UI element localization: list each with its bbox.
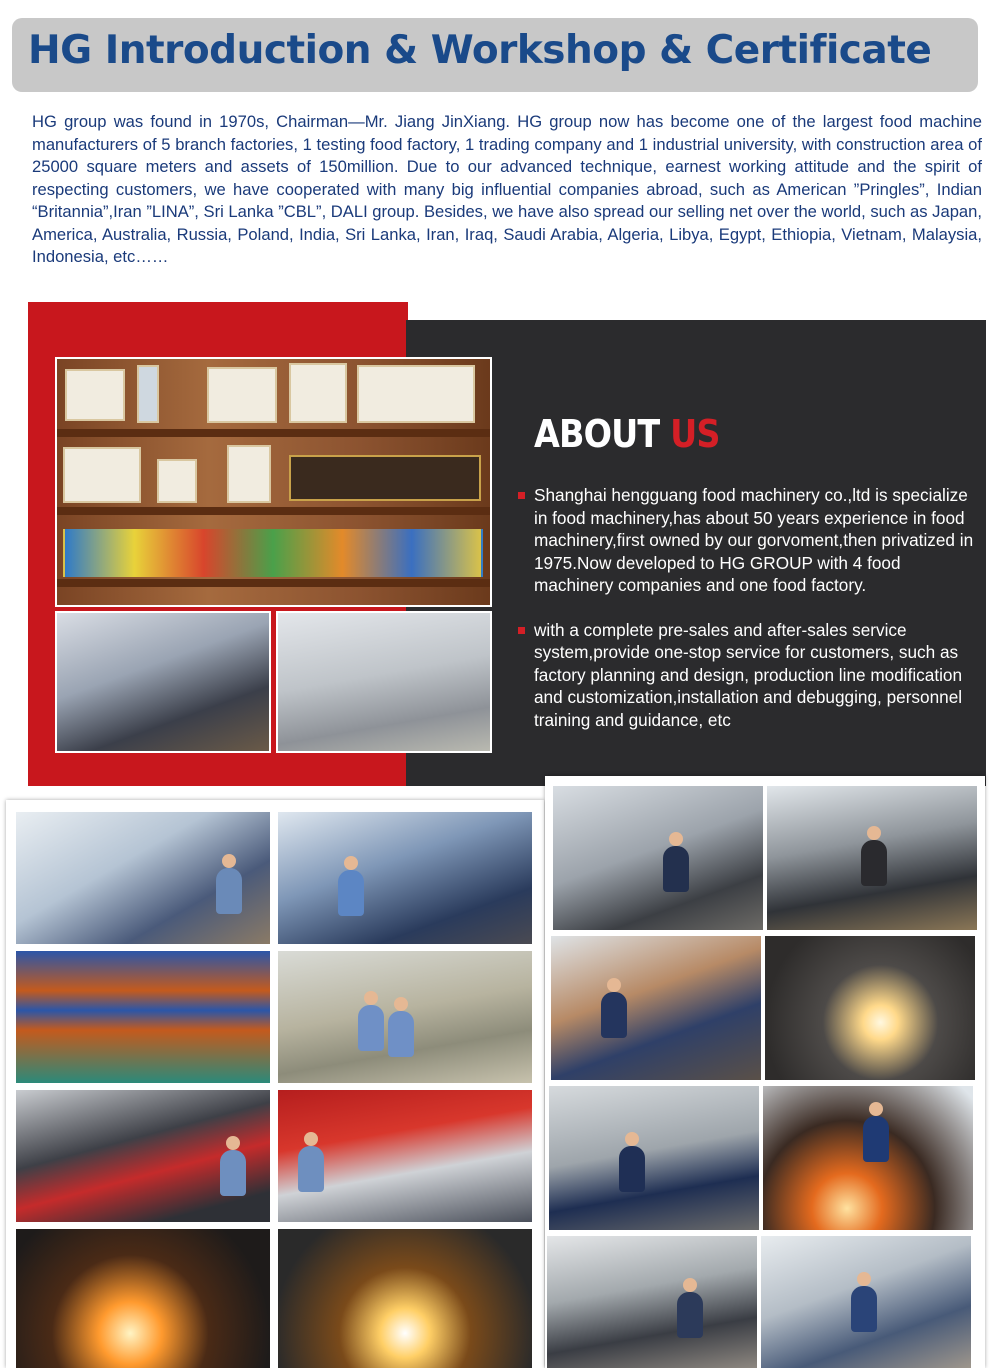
drilling-photo <box>549 1086 759 1230</box>
certificate-frame <box>157 459 197 503</box>
workshop-photo <box>547 1236 757 1368</box>
workshop-photo <box>553 786 763 930</box>
product-samples <box>63 529 483 577</box>
certificate-frame <box>63 447 141 503</box>
certificate-frame <box>357 365 475 423</box>
workshop-photo <box>16 812 270 944</box>
about-list <box>518 484 978 753</box>
trophy <box>137 365 159 423</box>
about-item: with a complete pre-sales and after-sales service system,provide one-stop service for customers, such as factory planning and design, production line modification and customization,installation and debugging, personnel training and guidance, etc <box>518 619 978 732</box>
certificate-frame <box>289 363 347 423</box>
grinding-photo <box>763 1086 973 1230</box>
about-title-red: US <box>670 412 720 456</box>
page-header <box>12 18 978 92</box>
certificate-frame <box>207 367 277 423</box>
about-title <box>534 412 720 456</box>
workshop-photo <box>278 812 532 944</box>
workshop-photo <box>16 951 270 1083</box>
workshop-grid-left <box>6 800 544 1368</box>
workshop-photo <box>16 1090 270 1222</box>
intro-paragraph: HG group was found in 1970s, Chairman—Mr. Jiang JinXiang. HG group now has become one of the largest food machine manufacturers of 5 branch factories, 1 testing food factory, 1 trading company and 1 industrial university, with construction area of 25000 square meters and assets of 150million. Due to our advanced technique, earnest working attitude and the spirit of respecting customers, we have cooperated with many big influential companies abroad, such as American ”Pringles”, Indian “Britannia”,Iran ”LINA”, Sri Lanka ”CBL”, DALI group. Besides, we have also spread our selling net over the world, such as Japan, America, Australia, Russia, Poland, India, Sri Lanka, Iran, Iraq, Saudi Arabia, Algeria, Libya, Egypt, Ethiopia, Vietnam, Malaysia, Indonesia, etc…… <box>32 112 983 266</box>
cutting-machine-photo <box>55 611 271 753</box>
about-title-white: ABOUT <box>534 412 660 456</box>
certificate-frame <box>65 369 125 421</box>
workshop-photo <box>551 936 761 1080</box>
workshop-floor-photo <box>276 611 492 753</box>
plaque-row <box>289 455 481 501</box>
certificate-shelf-photo <box>55 357 492 607</box>
workshop-grid-right <box>545 776 985 1368</box>
welding-photo <box>765 936 975 1080</box>
workshop-photo <box>761 1236 971 1368</box>
about-item: Shanghai hengguang food machinery co.,ltd is specialize in food machinery,has about 50 years experience in food machinery,first owned by our gorvoment,then privatized in 1975.Now developed to HG GROUP with 4 food machinery companies and one food factory. <box>518 484 978 597</box>
workshop-photo <box>278 951 532 1083</box>
welding-sparks-photo <box>16 1229 270 1368</box>
about-section <box>28 302 986 786</box>
workshop-photo <box>278 1090 532 1222</box>
certificate-frame <box>227 445 271 503</box>
laser-cutting-photo <box>278 1229 532 1368</box>
workshop-photo <box>767 786 977 930</box>
page-title: HG Introduction & Workshop & Certificate <box>28 28 932 73</box>
